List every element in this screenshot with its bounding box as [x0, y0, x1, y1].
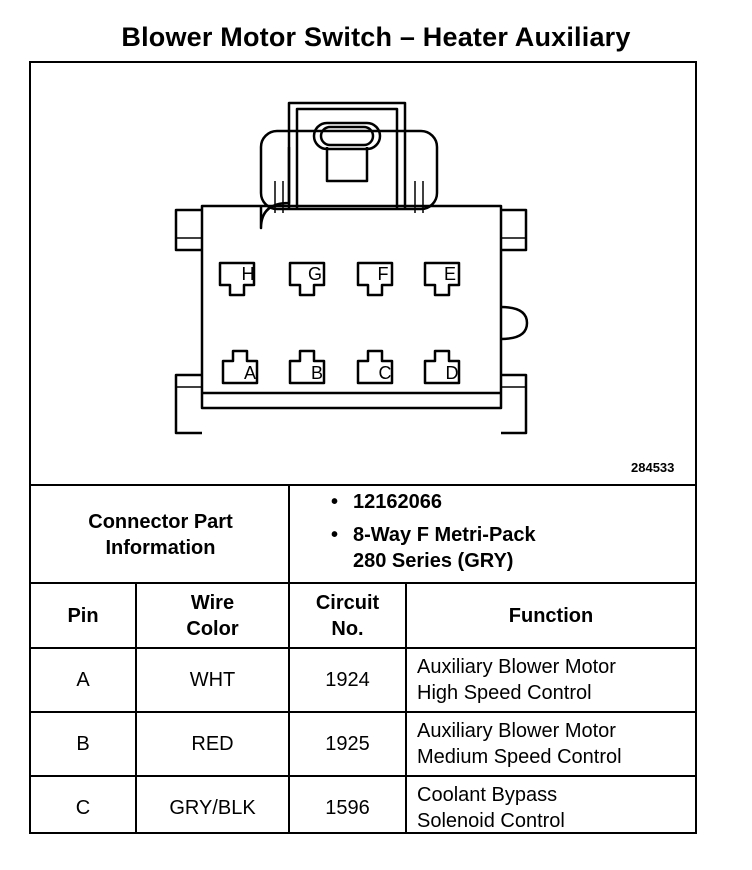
connector-diagram	[31, 63, 695, 483]
row-b-wire-color: RED	[191, 733, 234, 755]
latch-housing	[261, 131, 437, 209]
connector-info-label: Connector Part Information	[88, 511, 233, 559]
left-lower-tab	[176, 375, 202, 433]
left-upper-tab	[176, 210, 202, 250]
row-b-pin: B	[76, 733, 90, 755]
row-c-wire-color: GRY/BLK	[169, 797, 256, 819]
figure-reference-number: 284533	[631, 460, 675, 475]
row-c-function: Coolant Bypass Solenoid Control	[417, 784, 565, 832]
pin-label-e: E	[443, 264, 457, 284]
divider-header-row	[31, 647, 695, 649]
header-pin: Pin	[67, 605, 99, 627]
header-circuit: Circuit No.	[315, 592, 380, 640]
connector-face-drawing	[31, 63, 695, 483]
pin-label-f: F	[377, 264, 389, 284]
pin-label-b: B	[310, 363, 324, 383]
row-a-circuit: 1924	[325, 669, 370, 691]
diagram-title: Blower Motor Switch – Heater Auxiliary	[121, 22, 631, 52]
divider-diagram-info	[31, 484, 695, 486]
pin-label-a: A	[243, 363, 257, 383]
key-notch	[501, 307, 527, 339]
row-a-function: Auxiliary Blower Motor High Speed Control	[417, 656, 616, 704]
row-c-circuit: 1596	[325, 797, 370, 819]
divider-row-a-b	[31, 711, 695, 713]
header-function: Function	[508, 605, 594, 627]
right-lower-tab	[501, 375, 526, 433]
pin-label-d: D	[445, 363, 459, 383]
connector-part-number: • 12162066	[331, 491, 442, 513]
row-b-function: Auxiliary Blower Motor Medium Speed Control	[417, 720, 622, 768]
header-wire-color: Wire Color	[186, 592, 239, 640]
right-upper-tab	[501, 210, 526, 250]
pin-label-h: H	[241, 264, 255, 284]
connector-frame	[29, 61, 697, 834]
divider-row-b-c	[31, 775, 695, 777]
latch-tab	[289, 103, 405, 208]
row-c-pin: C	[75, 797, 91, 819]
divider-info-table	[31, 582, 695, 584]
pin-label-g: G	[307, 264, 323, 284]
row-b-circuit: 1925	[325, 733, 370, 755]
row-a-pin: A	[76, 669, 90, 691]
connector-info-list	[329, 489, 536, 581]
pin-label-c: C	[378, 363, 392, 383]
connector-type: • 8-Way F Metri-Pack 280 Series (GRY)	[331, 524, 536, 572]
row-a-wire-color: WHT	[189, 669, 236, 691]
